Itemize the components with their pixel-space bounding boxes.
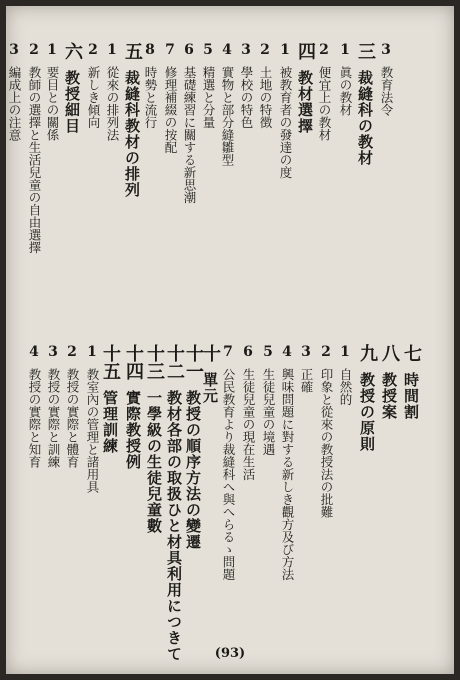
toc-entry-number: 1: [104, 42, 120, 58]
toc-entry-title: 編成上の注意: [7, 66, 22, 141]
toc-entry: [378, 42, 394, 116]
toc-entry-title: 便宜上の教材: [317, 66, 332, 141]
toc-entry: [101, 344, 119, 454]
toc-entry-number: 2: [64, 344, 80, 360]
toc-entry-number: 6: [240, 344, 256, 360]
toc-entry-number: 七: [401, 344, 422, 362]
toc-entry-title: 教授の順序方法の變遷: [184, 390, 202, 550]
toc-entry-number: 五: [122, 42, 143, 60]
toc-entry-number: 八: [379, 344, 400, 362]
toc-entry: [6, 42, 22, 141]
toc-entry-title: 生徒兒童の現在生活: [241, 368, 256, 481]
toc-entry: [84, 344, 100, 493]
toc-entry: [318, 344, 334, 518]
book-page: [6, 6, 454, 674]
toc-entry-title: 修理補綴の按配: [163, 66, 178, 154]
toc-entry-title: 教師の選擇と生活兒童の自由選擇: [27, 66, 42, 254]
toc-entry-title: 生徒兒童の境遇: [261, 368, 276, 456]
toc-entry: [337, 42, 353, 116]
toc-entry-number: 1: [337, 42, 353, 58]
toc-entry-number: 十: [200, 344, 221, 362]
toc-entry: [220, 344, 236, 581]
toc-entry: [145, 344, 163, 534]
toc-entry-title: 裁縫科の教材: [356, 70, 374, 166]
toc-entry-number: 3: [238, 42, 254, 58]
toc-entry-number: 1: [84, 344, 100, 360]
toc-entry-number: 3: [298, 344, 314, 360]
toc-entry-number: 2: [318, 344, 334, 360]
toc-entry-title: 教授細目: [63, 70, 81, 134]
toc-entry-title: 新しき傾向: [86, 66, 101, 129]
toc-entry: [64, 344, 80, 468]
toc-entry: [219, 42, 235, 166]
toc-entry-title: 教授の實際と知育: [27, 368, 42, 468]
toc-entry: [104, 42, 120, 141]
toc-entry-number: 3: [45, 344, 61, 360]
toc-entry-number: 十四: [123, 344, 144, 380]
toc-entry-title: 公民教育より裁縫科へ與へらるゝ問題: [221, 368, 236, 581]
toc-entry-title: 單元: [201, 372, 219, 404]
toc-entry-number: 7: [162, 42, 178, 58]
toc-entry-number: 4: [279, 344, 295, 360]
toc-entry: [296, 42, 314, 134]
toc-entry-title: 教材選擇: [296, 70, 314, 134]
toc-entry-title: 裁縫科教材の排列: [123, 70, 141, 198]
toc-entry: [63, 42, 81, 134]
toc-entry-number: 1: [277, 42, 293, 58]
toc-entry-title: 基礎練習に關する新思潮: [182, 66, 197, 204]
toc-entry-title: 教授の實際と體育: [65, 368, 80, 468]
toc-entry-number: 5: [260, 344, 276, 360]
toc-entry-title: 正確: [299, 368, 314, 393]
toc-entry-title: 教室內の管理と諸用具: [85, 368, 100, 493]
toc-entry-number: 九: [357, 344, 378, 362]
toc-entry-title: 管理訓練: [101, 390, 119, 454]
toc-entry-number: 3: [378, 42, 394, 58]
toc-entry-number: 十五: [100, 344, 121, 380]
toc-entry: [380, 344, 398, 420]
toc-entry: [200, 42, 216, 129]
toc-entry: [26, 344, 42, 468]
toc-entry-title: 眞の教材: [338, 66, 353, 116]
toc-entry-number: 6: [181, 42, 197, 58]
toc-entry-title: 自然的: [338, 368, 353, 406]
toc-entry-title: 實際教授例: [124, 390, 142, 470]
toc-entry-title: 教授の原則: [358, 372, 376, 452]
toc-entry: [358, 344, 376, 452]
toc-entry-number: 十三: [144, 344, 165, 380]
toc-entry: [26, 42, 42, 254]
toc-entry-title: 從來の排列法: [105, 66, 120, 141]
toc-entry-number: 5: [200, 42, 216, 58]
toc-entry-title: 時間割: [402, 372, 420, 420]
toc-entry-number: 十一: [183, 344, 204, 380]
toc-entry-title: 興味問題に對する新しき觀方及び方法: [280, 368, 295, 581]
toc-entry: [356, 42, 374, 166]
toc-entry: [240, 344, 256, 481]
toc-entry-title: 教授の實際と訓練: [46, 368, 61, 468]
toc-entry: [85, 42, 101, 129]
toc-entry: [142, 42, 158, 129]
toc-entry: [45, 344, 61, 468]
toc-entry-number: 2: [26, 42, 42, 58]
toc-entry-title: 一學級の生徒兒童數: [145, 390, 163, 534]
page-number: (93): [214, 646, 246, 661]
toc-entry: [277, 42, 293, 179]
toc-entry-title: 教育法令: [379, 66, 394, 116]
toc-entry-title: 印象と從來の教授法の批難: [319, 368, 334, 518]
toc-entry-number: 2: [85, 42, 101, 58]
toc-entry: [184, 344, 202, 550]
toc-entry: [181, 42, 197, 204]
toc-entry: [402, 344, 420, 420]
toc-entry: [298, 344, 314, 393]
toc-entry-number: 三: [355, 42, 376, 60]
toc-entry: [257, 42, 273, 129]
toc-entry-number: 1: [44, 42, 60, 58]
toc-entry-number: 3: [6, 42, 22, 58]
toc-entry-title: 時勢と流行: [143, 66, 158, 129]
toc-entry-number: 四: [295, 42, 316, 60]
toc-entry-title: 精選と分量: [201, 66, 216, 129]
toc-entry-number: 2: [257, 42, 273, 58]
toc-entry-title: 要目との關係: [45, 66, 60, 141]
toc-entry: [316, 42, 332, 141]
toc-entry-title: 被教育者の發達の度: [278, 66, 293, 179]
toc-entry-number: 7: [220, 344, 236, 360]
toc-entry-title: 教材各部の取扱ひと材具利用につきて: [165, 390, 183, 662]
toc-entry: [260, 344, 276, 456]
toc-entry: [337, 344, 353, 406]
toc-entry: [238, 42, 254, 129]
toc-entry-number: 4: [219, 42, 235, 58]
toc-entry: [123, 42, 141, 198]
toc-entry-title: 教授案: [380, 372, 398, 420]
toc-entry-number: 4: [26, 344, 42, 360]
toc-entry-title: 學校の特色: [239, 66, 254, 129]
toc-entry: [279, 344, 295, 581]
toc-entry-number: 1: [337, 344, 353, 360]
toc-entry-title: 實物と部分縫雛型: [220, 66, 235, 166]
toc-entry: [165, 344, 183, 662]
toc-entry: [124, 344, 142, 470]
toc-entry-number: 十二: [164, 344, 185, 380]
toc-entry: [44, 42, 60, 141]
toc-entry-title: 土地の特徴: [258, 66, 273, 129]
toc-entry-number: 六: [62, 42, 83, 60]
toc-entry-number: 8: [142, 42, 158, 58]
toc-entry-number: 2: [316, 42, 332, 58]
toc-entry: [162, 42, 178, 154]
